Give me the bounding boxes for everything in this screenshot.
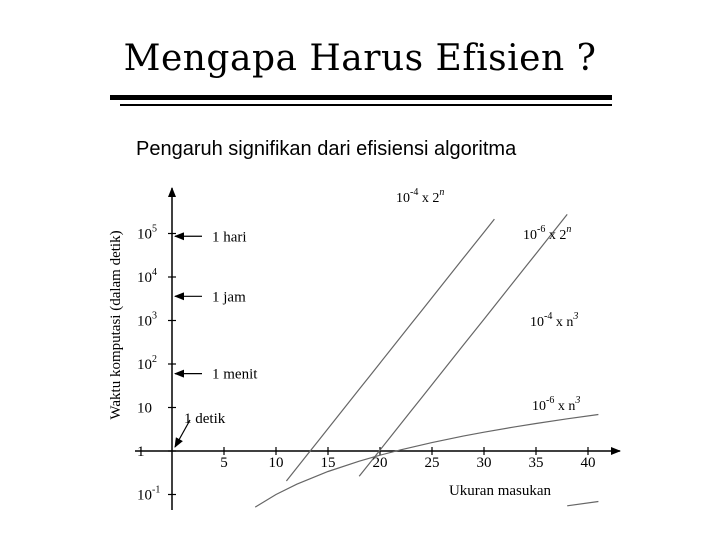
x-tick-label: 5 [220,455,228,471]
ref-label: 1 menit [212,366,258,383]
x-tick-label: 35 [528,455,544,471]
x-tick-label: 30 [476,455,492,471]
x-tick-label: 10 [268,455,284,471]
y-tick-label: $10^3$ [137,310,157,330]
series-line [286,219,494,481]
slide-subtitle: Pengaruh signifikan dari efisiensi algoritma [136,138,517,160]
y-tick-label: 1 [137,444,145,460]
series-label: $10^{-4}$ x $n^3$ [530,311,579,330]
y-tick-label: $10^5$ [137,223,157,243]
x-axis-label: Ukuran masukan [448,483,552,499]
x-tick-label: 25 [424,455,440,471]
y-axis-label: Waktu komputasi (dalam detik) [108,230,124,420]
y-tick-label: $10^2$ [137,354,157,373]
series-label: $10^{-6}$ x 2$^n$ [523,224,572,243]
x-tick-label: 20 [372,455,388,471]
y-tick-label: $10^4$ [137,267,157,286]
ref-label: 1 detik [184,411,226,427]
ref-label: 1 jam [212,289,246,306]
x-tick-label: 15 [320,455,336,471]
series-label: $10^{-6}$ x $n^3$ [532,395,581,414]
series-line [359,214,567,476]
series-line [567,502,598,506]
y-tick-label: 10 [137,400,152,417]
y-tick-label: $10^{-1}$ [137,484,161,504]
slide-title: Mengapa Harus Efisien ? [123,38,597,79]
series-label: $10^{-4}$ x 2$^n$ [396,187,445,206]
ref-label: 1 hari [212,229,247,246]
x-tick-label: 40 [580,455,596,471]
